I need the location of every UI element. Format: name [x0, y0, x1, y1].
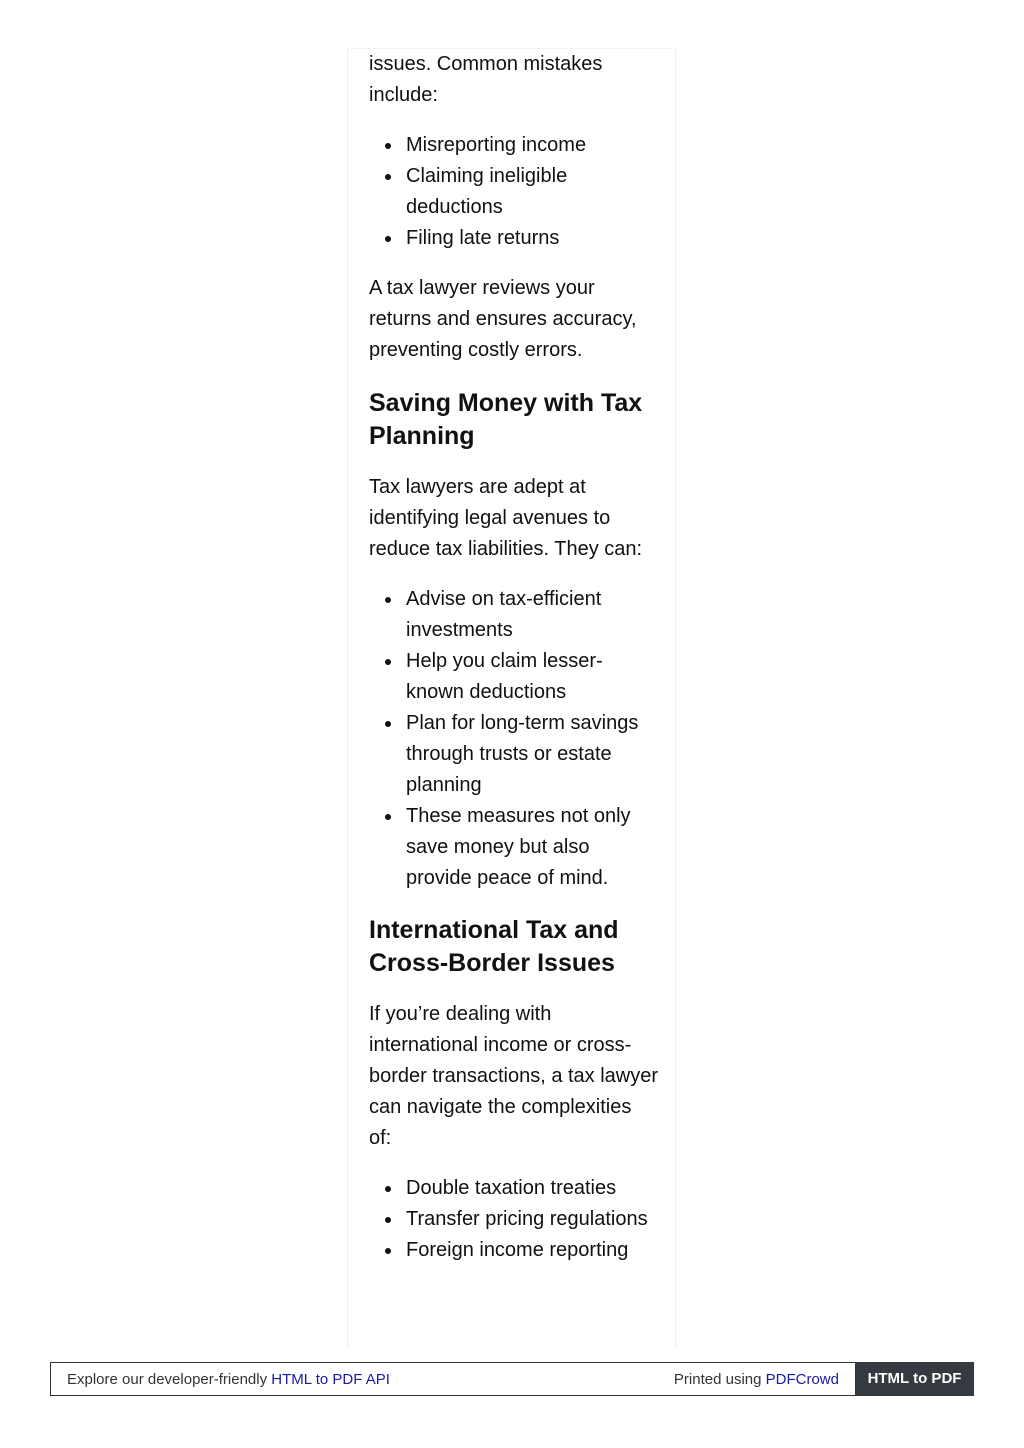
printed-text: Printed using	[673, 1371, 766, 1388]
list-item: Plan for long-term savings through trusts or estate planning	[406, 708, 659, 801]
international-heading: International Tax and Cross-Border Issues	[369, 916, 619, 977]
saving-heading: Saving Money with Tax Planning	[369, 389, 643, 450]
list-item: Help you claim lesser-known deductions	[406, 646, 659, 708]
footer-explore	[67, 1371, 390, 1388]
list-item: Misreporting income	[406, 130, 659, 161]
list-item: Double taxation treaties	[406, 1173, 648, 1204]
complexities-list	[369, 1173, 648, 1266]
review-paragraph: A tax lawyer reviews your returns and ensures accuracy, preventing costly errors.	[369, 277, 637, 361]
tax-planning-list	[369, 584, 659, 894]
list-item: Advise on tax-efficient investments	[406, 584, 659, 646]
list-item: Transfer pricing regulations	[406, 1204, 648, 1235]
adept-paragraph: Tax lawyers are adept at identifying legal avenues to reduce tax liabilities. They can:	[369, 476, 643, 560]
list-item: Filing late returns	[406, 223, 659, 254]
dealing-paragraph: If you’re dealing with international income or cross-border transactions, a tax lawyer can navigate the complexities of:	[369, 1003, 659, 1149]
pdfcrowd-link[interactable]: PDFCrowd	[765, 1371, 839, 1388]
list-item: Foreign income reporting	[406, 1235, 648, 1266]
html-to-pdf-button[interactable]: HTML to PDF	[855, 1362, 974, 1396]
html-to-pdf-api-link[interactable]: HTML to PDF API	[271, 1371, 390, 1388]
list-item: Claiming ineligible deductions	[406, 161, 659, 223]
mistakes-list	[369, 130, 659, 254]
article-column	[347, 48, 676, 1348]
intro-paragraph: issues. Common mistakes include:	[369, 53, 603, 106]
footer-printed	[674, 1371, 839, 1388]
explore-text: Explore our developer-friendly	[67, 1371, 272, 1388]
pdf-footer-bar	[50, 1362, 974, 1396]
list-item: These measures not only save money but also provide peace of mind.	[406, 801, 659, 894]
